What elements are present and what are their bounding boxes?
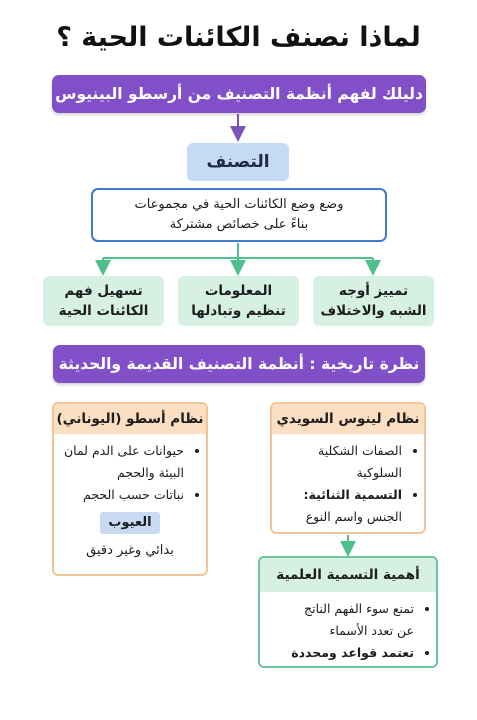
reason-box-3 <box>43 276 164 326</box>
classification-label: التصنف <box>187 143 289 181</box>
importance-point-1-line-1: تمنع سوء الفهم الناتج <box>304 601 414 616</box>
reason-1-line-2: الشبه والاختلاف <box>320 303 427 319</box>
linnaeus-point-1-line-1: الصفات الشكلية <box>318 443 402 458</box>
connector-definition-to-reasons <box>103 243 373 258</box>
reason-3-line-2: الكائنات الحية <box>58 303 149 319</box>
reason-1-line-1: تمييز أوجه <box>338 283 409 299</box>
linnaeus-point-1 <box>278 440 402 484</box>
aristotle-point-2: • نباتات حسب الحجم <box>60 484 184 506</box>
aristotle-point-1-line-2: البيئة والحجم <box>116 465 184 480</box>
linnaeus-point-1-line-2: السلوكية <box>356 465 402 480</box>
reason-2-line-2: تنظيم وتبادلها <box>191 303 286 319</box>
definition-line-2: بناءً على خصائص مشتركة <box>169 217 309 232</box>
aristotle-point-1 <box>60 440 184 484</box>
aristotle-title: نظام أسطو (اليوناني) <box>54 404 206 434</box>
flaws-label: العيوب <box>100 512 160 534</box>
page-title: لماذا نصنف الكائنات الحية ؟ <box>56 22 421 53</box>
history-banner: نظرة تاريخية : أنظمة التصنيف القديمة والحديثة <box>53 345 425 383</box>
importance-point-1-line-2: عن تعدد الأسماء <box>329 623 414 638</box>
reason-3-line-1: تسهيل فهم <box>64 283 143 299</box>
guide-banner: دليلك لفهم أنظمة التصنيف من أرسطو البينيوس <box>52 75 426 113</box>
reason-2-line-1: المعلومات <box>204 283 273 299</box>
flaws-text: بدائي وغير دقيق <box>86 543 174 558</box>
linnaeus-card <box>270 402 426 534</box>
classification-definition <box>91 188 387 242</box>
linnaeus-point-2 <box>278 484 402 528</box>
importance-title: أهمية التسمية العلمية <box>260 558 436 592</box>
reason-box-2 <box>178 276 299 326</box>
reason-box-1 <box>313 276 434 326</box>
importance-point-2: • تعتمد قواعد ومحددة <box>266 642 414 664</box>
importance-point-1 <box>266 598 414 642</box>
linnaeus-title: نظام لينوس السويدي <box>272 404 424 434</box>
definition-line-1: وضع وضع الكائنات الحية في مجموعات <box>134 197 344 212</box>
importance-card <box>258 556 438 668</box>
binomial-label: التسمية الثنائية: <box>303 487 402 502</box>
aristotle-point-1-line-1: حيوانات على الدم لمان <box>63 443 184 458</box>
binomial-text: الجنس واسم النوع <box>305 509 402 524</box>
aristotle-card <box>52 402 208 576</box>
